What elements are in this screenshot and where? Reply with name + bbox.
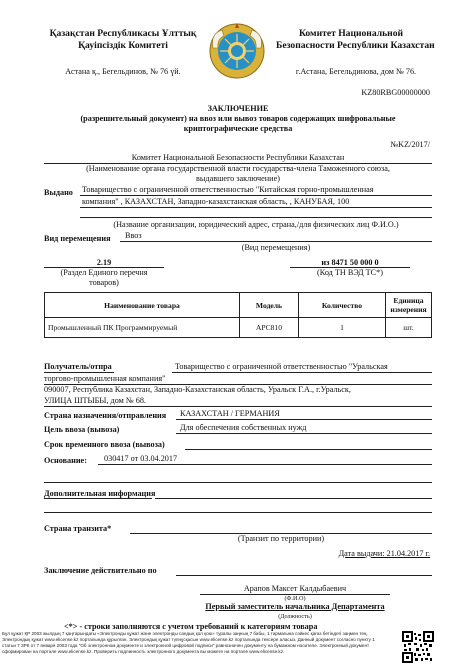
document-subtitle-line1: (разрешительный документ) на ввоз или вывоз товаров содержащих шифровальные [80, 114, 396, 123]
qr-code-icon [402, 631, 434, 663]
issuer-value: Комитет Национальной Безопасности Республики Казахстан [131, 153, 345, 162]
hs-code-value: из 8471 50 000 0 [321, 258, 379, 267]
issued-to-underline-1 [80, 195, 432, 196]
destination-underline [176, 419, 432, 420]
recipient-value-3: 090007, Республика Казахстан, Западно-Казахстанская область, Уральск Г.А., г.Уральск, [44, 385, 351, 394]
purpose-value: Для обеспечения собственных нужд [180, 423, 307, 432]
header-org-kk-line1: Қазақстан Республикасы Ұлттық [49, 28, 197, 39]
issued-to-underline-2 [80, 207, 432, 208]
recipient-value-1: Товарищество с ограниченной ответственностью "Уральская [175, 362, 388, 371]
issuer-caption-1: (Наименование органа государственной власти государства-члена Таможенного союза, [86, 164, 390, 173]
header-org-ru-line1: Комитет Национальной [298, 28, 404, 39]
document-code: KZ80RBG00000000 [361, 88, 430, 97]
document-number: №KZ/2017/ [390, 140, 430, 149]
goods-table-header-row [45, 293, 432, 318]
movement-underline [120, 241, 432, 242]
recipient-underline-3 [44, 406, 432, 407]
goods-cell-unit: шт. [386, 318, 432, 338]
footer-legal-text: Бұл құжат ҚР 2003 жылдың 7 қаңтарындағы «Электронды құжат және электронды сандық қол қою» туралы заңның 7 бабы, 1 тармағына сәйкес қағаз бетіндегі заңмен тең. Электрондық құжат www.elicense.kz порталында құрылған. Электрондық құжат түпнұсқасын www.elicense.kz порталында тексере аласыз. Данный документ согласно пункту 1 статьи 7 ЗРК от 7 января 2003 года "Об электронном документе и электронной цифровой подписи" равнозначен документу на бумажном носителе. Электронный документ сформирован на портале www.elicense.kz. Проверить подлинность электронного документа вы можете на портале www.elicense.kz. [2, 631, 375, 654]
additional-info-underline [155, 498, 432, 499]
additional-info-label-underline [44, 498, 152, 499]
goods-cell-name: Промышленный ПК Программируемый [45, 318, 240, 338]
table-row [45, 318, 432, 338]
issuer-caption-2: выдавшего заключение) [196, 174, 280, 183]
hs-code-caption: (Код ТН ВЭД ТС*) [317, 268, 383, 277]
section-caption-1: (Раздел Единого перечня [60, 268, 148, 277]
temp-import-label: Срок временного ввоза (вывоза) [44, 440, 165, 449]
issued-to-value-2: компания" , КАЗАХСТАН, Западно-казахстанская область, , КАНУБАЯ, 100 [82, 197, 350, 206]
goods-table [44, 292, 432, 338]
issued-to-underline-3 [80, 217, 432, 218]
goods-header-quantity: Количество [299, 293, 386, 318]
signatory-name-caption: (Ф.И.О) [284, 595, 306, 602]
recipient-value-2: торгово-промышленная компания" [44, 374, 166, 383]
temp-import-underline [185, 449, 432, 450]
goods-header-unit: Единица измерения [386, 293, 432, 318]
movement-value: Ввоз [125, 231, 142, 240]
document-title: ЗАКЛЮЧЕНИЕ [207, 104, 269, 113]
recipient-label-underline [44, 372, 114, 373]
basis-underline [98, 464, 432, 465]
issue-date: Дата выдачи: 21.04.2017 г. [338, 549, 430, 558]
movement-label: Вид перемещения [44, 234, 111, 243]
header-org-kk-line2: Қауіпсіздік Комитеті [78, 40, 168, 51]
goods-header-model: Модель [240, 293, 299, 318]
section-caption-2: товаров) [89, 278, 119, 287]
header-address-ru: г.Астана, Бегельдинова, дом № 76. [295, 67, 417, 76]
recipient-label: Получатель/отпра [44, 362, 112, 371]
basis-extra-line [44, 482, 432, 483]
valid-until-underline [176, 575, 432, 576]
transit-label: Страна транзита* [44, 524, 112, 533]
additional-info-extra-line [44, 512, 432, 513]
goods-cell-model: APC810 [240, 318, 299, 338]
goods-cell-quantity: 1 [299, 318, 386, 338]
header-org-kk [48, 28, 198, 52]
destination-value: КАЗАХСТАН / ГЕРМАНИЯ [180, 409, 280, 418]
issued-to-label: Выдано [44, 188, 73, 197]
signatory-position: Первый заместитель начальника Департамента [205, 602, 385, 611]
header-address-kk: Астана қ., Бегельдинов, № 76 үй. [65, 67, 181, 76]
header-org-ru-line2: Безопасности Республики Казахстан [276, 40, 435, 51]
recipient-underline-1 [172, 372, 432, 373]
header-org-ru [276, 28, 435, 52]
valid-until-label: Заключение действительно по [44, 566, 157, 575]
state-emblem-icon [208, 22, 266, 80]
issued-to-value-1: Товарищество с ограниченной ответственностью "Китайская горно-промышленная [82, 185, 374, 194]
recipient-value-4: УЛИЦА ШТЫБЫ, дом № 68. [44, 396, 146, 405]
goods-header-name: Наименование товара [45, 293, 240, 318]
document-subtitle-line2: криптографические средства [183, 124, 293, 133]
purpose-underline [176, 433, 432, 434]
movement-caption: (Вид перемещения) [241, 243, 311, 252]
basis-label: Основание: [44, 456, 87, 465]
transit-caption: (Транзит по территории) [237, 534, 325, 543]
section-value: 2.19 [96, 258, 112, 267]
basis-value: 030417 от 03.04.2017 [104, 454, 178, 463]
purpose-label: Цель ввоза (вывоза) [44, 425, 120, 434]
issued-to-caption: (Название организации, юридический адрес, страна,/для физических лиц Ф.И.О.) [113, 220, 399, 229]
destination-label: Страна назначения/отправления [44, 411, 167, 420]
additional-info-label: Дополнительная информация [44, 489, 156, 498]
footnote: <*> - строки заполняются с учетом требований к категориям товара [64, 622, 318, 631]
signatory-name: Арапов Максет Калдыбаевич [243, 584, 347, 593]
signatory-position-caption: (Должность) [278, 613, 312, 620]
